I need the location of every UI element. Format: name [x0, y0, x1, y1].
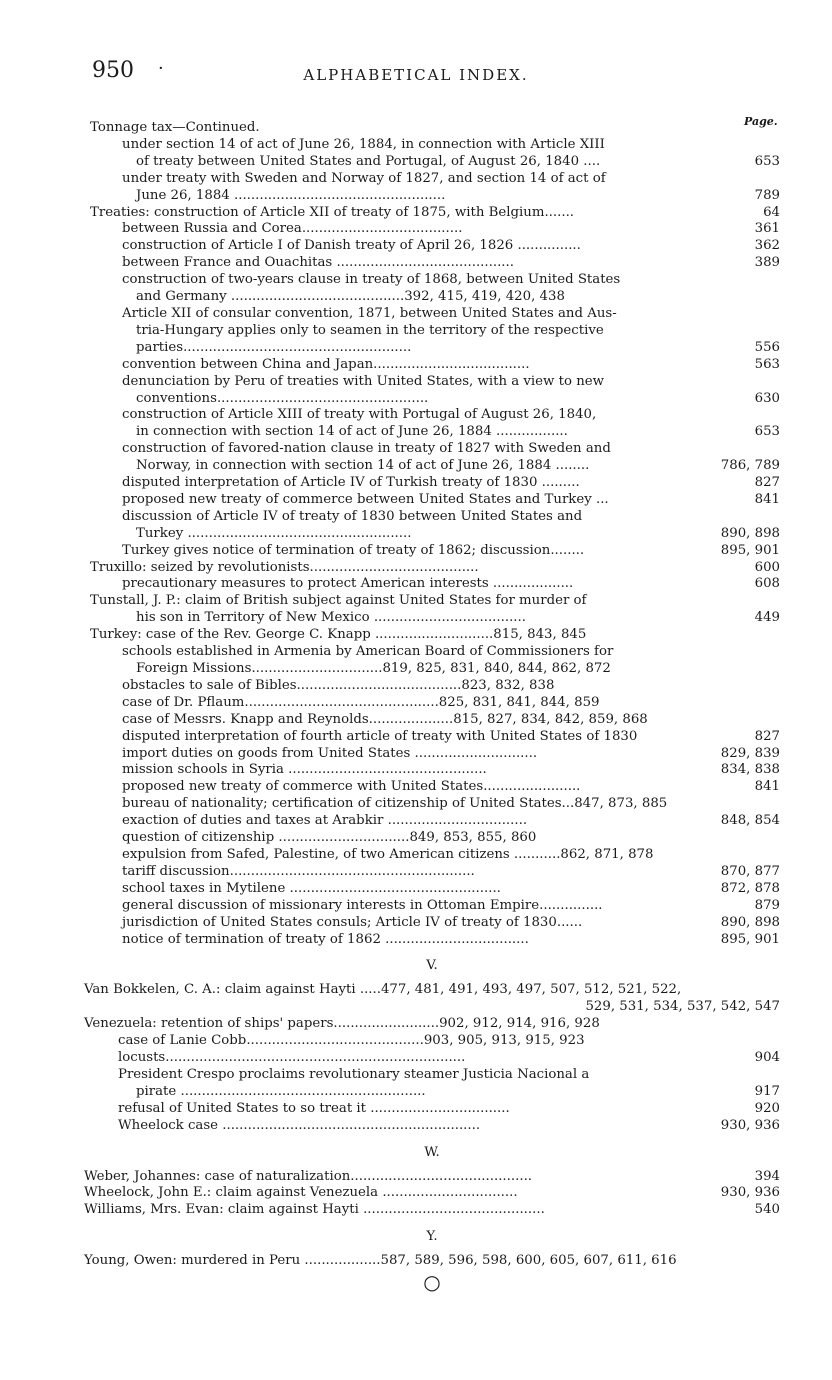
entry-text: under treaty with Sweden and Norway of 1827, and section 14 of act of [122, 170, 606, 186]
entry-text: convention between China and Japan..................................... [122, 356, 530, 372]
entry-page-ref: 563 [754, 356, 780, 372]
entry-page-ref: 895, 901 [720, 542, 780, 558]
entry-text: disputed interpretation of Article IV of Turkish treaty of 1830 ......... [122, 475, 580, 491]
index-entry [84, 576, 780, 593]
entry-text: Treaties: construction of Article XII of treaty of 1875, with Belgium....... [90, 204, 575, 220]
index-entry [84, 205, 780, 222]
entry-page-ref: 920 [754, 1100, 780, 1116]
entry-page-ref: 848, 854 [720, 813, 780, 829]
index-entry [84, 999, 780, 1016]
entry-text: precautionary measures to protect American interests ................... [122, 576, 574, 592]
entry-text: disputed interpretation of fourth article of treaty with United States of 1830 [122, 728, 638, 744]
entry-text: between Russia and Corea...................................... [122, 221, 463, 237]
page-column-heading: Page. [744, 115, 778, 128]
index-entry [84, 1084, 780, 1101]
index-entry [84, 238, 780, 255]
page-number: 950 [92, 58, 134, 83]
index-entry [84, 830, 780, 847]
entry-text: conventions.................................................. [136, 390, 429, 406]
entry-page-ref: 895, 901 [720, 931, 780, 947]
index-entry [84, 1253, 780, 1270]
entry-text: Weber, Johannes: case of naturalization........................................... [84, 1168, 533, 1184]
entry-text: Young, Owen: murdered in Peru ..................587, 589, 596, 598, 600, 605, 607, 611, 616 [84, 1253, 677, 1269]
entry-text: import duties on goods from United States ............................. [122, 745, 538, 761]
index-entry [84, 1033, 780, 1050]
entry-page-ref: 872, 878 [720, 880, 780, 896]
index-entry [84, 746, 780, 763]
entry-page-ref: 917 [754, 1083, 780, 1099]
end-ornament: ○ [423, 1270, 441, 1295]
index-entry [84, 1050, 780, 1067]
index-entry [84, 1185, 780, 1202]
entry-page-ref: 362 [754, 238, 780, 254]
entry-page-ref: 829, 839 [720, 745, 780, 761]
entry-text: Article XII of consular convention, 1871, between United States and Aus- [122, 305, 617, 321]
index-entry [84, 915, 780, 932]
entry-text: Turkey: case of the Rev. George C. Knapp ............................815, 843, 845 [90, 627, 587, 643]
entry-text: exaction of duties and taxes at Arabkir ................................. [122, 813, 528, 829]
entry-page-ref: 394 [754, 1168, 780, 1184]
index-entry [84, 1101, 780, 1118]
entry-text: construction of favored-nation clause in treaty of 1827 with Sweden and [122, 441, 611, 457]
index-entry [84, 509, 780, 526]
index-entry [84, 982, 780, 999]
index-entry [84, 120, 780, 137]
entry-text: discussion of Article IV of treaty of 1830 between United States and [122, 508, 583, 524]
entry-text: Van Bokkelen, C. A.: claim against Hayti .....477, 481, 491, 493, 497, 507, 512, 521, 522, [84, 982, 682, 998]
section-letter: V. [426, 958, 438, 974]
entry-text: tariff discussion.......................................................... [122, 863, 475, 879]
index-entry [84, 762, 780, 779]
index-entry [84, 188, 780, 205]
entry-page-ref: 879 [754, 897, 780, 913]
index-entry [84, 1169, 780, 1186]
entry-text: proposed new treaty of commerce with United States....................... [122, 779, 581, 795]
entry-text: President Crespo proclaims revolutionary steamer Justicia Nacional a [118, 1066, 590, 1082]
entry-text: pirate .......................................................... [136, 1083, 426, 1099]
entry-page-ref: 890, 898 [720, 525, 780, 541]
index-entry [84, 458, 780, 475]
entry-text: bureau of nationality; certification of citizenship of United States...847, 873, 885 [122, 796, 668, 812]
entry-text: schools established in Armenia by American Board of Commissioners for [122, 644, 614, 660]
index-entry [84, 1118, 780, 1135]
index-entry [84, 898, 780, 915]
index-entry [84, 678, 780, 695]
entry-page-ref: 841 [754, 491, 780, 507]
entry-page-ref: 786, 789 [720, 458, 780, 474]
index-entry [84, 729, 780, 746]
entry-page-ref: 834, 838 [720, 762, 780, 778]
entry-page-ref: 389 [754, 255, 780, 271]
index-entry [84, 779, 780, 796]
entry-page-ref: 64 [763, 204, 780, 220]
entry-page-ref: 890, 898 [720, 914, 780, 930]
index-entry [84, 543, 780, 560]
index-entry [84, 1067, 780, 1084]
entry-page-ref: 630 [754, 390, 780, 406]
entry-text: in connection with section 14 of act of June 26, 1884 ................. [136, 424, 568, 440]
entry-page-ref: 600 [754, 559, 780, 575]
entry-text: Turkey ..................................................... [136, 525, 412, 541]
entry-page-ref: 930, 936 [720, 1185, 780, 1201]
index-entry [84, 796, 780, 813]
entry-page-ref: 608 [754, 576, 780, 592]
index-entry [84, 593, 780, 610]
index-entry [84, 340, 780, 357]
entry-page-ref: 653 [754, 153, 780, 169]
entry-text: Wheelock case ............................................................. [118, 1117, 481, 1133]
index-entry [84, 424, 780, 441]
index-entry [84, 441, 780, 458]
entry-page-ref: 870, 877 [720, 863, 780, 879]
entry-page-ref: 653 [754, 424, 780, 440]
entry-text: general discussion of missionary interests in Ottoman Empire............... [122, 897, 603, 913]
entry-text: expulsion from Safed, Palestine, of two American citizens ...........862, 871, 878 [122, 846, 654, 862]
index-entry [84, 881, 780, 898]
entry-text: refusal of United States to so treat it ................................. [118, 1100, 510, 1116]
index-entry [84, 627, 780, 644]
entry-text: construction of Article XIII of treaty with Portugal of August 26, 1840, [122, 407, 597, 423]
entry-text: 529, 531, 534, 537, 542, 547 [585, 999, 780, 1015]
index-entry [84, 847, 780, 864]
entry-page-ref: 556 [754, 339, 780, 355]
index-entry [84, 695, 780, 712]
entry-text: and Germany .........................................392, 415, 419, 420, 438 [136, 289, 565, 305]
entry-page-ref: 361 [754, 221, 780, 237]
entry-text: Turkey gives notice of termination of treaty of 1862; discussion........ [122, 542, 585, 558]
entry-page-ref: 841 [754, 779, 780, 795]
entry-text: June 26, 1884 .................................................. [136, 187, 446, 203]
entry-text: Truxillo: seized by revolutionists........................................ [90, 559, 479, 575]
index-entry [84, 712, 780, 729]
entry-page-ref: 827 [754, 728, 780, 744]
entry-text: Tunstall, J. P.: claim of British subject against United States for murder of [90, 593, 587, 609]
index-entry [84, 374, 780, 391]
index-entry [84, 255, 780, 272]
entry-text: between France and Ouachitas .......................................... [122, 255, 514, 271]
entry-text: Wheelock, John E.: claim against Venezuela ................................ [84, 1185, 518, 1201]
index-entry [84, 171, 780, 188]
section-letter: W. [424, 1144, 440, 1160]
index-entry [84, 391, 780, 408]
index-entry [84, 221, 780, 238]
entry-text: parties...................................................... [136, 339, 412, 355]
entry-text: Norway, in connection with section 14 of act of June 26, 1884 ........ [136, 458, 590, 474]
entry-text: his son in Territory of New Mexico .................................... [136, 610, 526, 626]
index-entry [84, 357, 780, 374]
printer-dot: · [158, 58, 164, 79]
entry-text: jurisdiction of United States consuls; Article IV of treaty of 1830...... [122, 914, 583, 930]
index-entry [84, 813, 780, 830]
index-entry [84, 661, 780, 678]
index-entry [84, 560, 780, 577]
index-entry [84, 475, 780, 492]
entry-text: mission schools in Syria ............................................... [122, 762, 487, 778]
entry-text: obstacles to sale of Bibles.......................................823, 832, 838 [122, 677, 555, 693]
entry-text: Tonnage tax—Continued. [90, 120, 260, 135]
entry-text: construction of Article I of Danish treaty of April 26, 1826 ............... [122, 238, 581, 254]
index-entry [84, 932, 780, 949]
index-entry [84, 644, 780, 661]
index-entry [84, 526, 780, 543]
entry-text: case of Messrs. Knapp and Reynolds....................815, 827, 834, 842, 859, 868 [122, 711, 648, 727]
entry-page-ref: 930, 936 [720, 1117, 780, 1133]
index-entry [84, 1016, 780, 1033]
index-entry [84, 864, 780, 881]
entry-text: case of Lanie Cobb..........................................903, 905, 913, 915, 923 [118, 1033, 585, 1049]
entry-text: Venezuela: retention of ships' papers.........................902, 912, 914, 916, 928 [84, 1016, 600, 1032]
entry-text: question of citizenship ...............................849, 853, 855, 860 [122, 830, 537, 846]
entry-text: locusts....................................................................... [118, 1050, 466, 1066]
entry-page-ref: 540 [754, 1202, 780, 1218]
entry-text: Foreign Missions...............................819, 825, 831, 840, 844, 862, 872 [136, 661, 611, 676]
entry-page-ref: 827 [754, 475, 780, 491]
entry-text: school taxes in Mytilene .................................................. [122, 880, 501, 896]
entry-text: proposed new treaty of commerce between United States and Turkey ... [122, 491, 609, 507]
index-entry [84, 407, 780, 424]
index-entry [84, 306, 780, 323]
index-entry [84, 492, 780, 509]
entry-text: under section 14 of act of June 26, 1884, in connection with Article XIII [122, 136, 605, 152]
running-head: ALPHABETICAL INDEX. [303, 66, 529, 84]
entry-text: notice of termination of treaty of 1862 .................................. [122, 931, 529, 947]
entry-page-ref: 789 [754, 187, 780, 203]
section-letter: Y. [426, 1229, 438, 1245]
index-entry [84, 289, 780, 306]
entry-text: Williams, Mrs. Evan: claim against Hayti ........................................... [84, 1202, 545, 1218]
index-entry [84, 154, 780, 171]
entry-text: case of Dr. Pflaum..............................................825, 831, 841, 844, 859 [122, 694, 600, 710]
index-body [84, 120, 780, 1295]
index-entry [84, 272, 780, 289]
entry-text: construction of two-years clause in treaty of 1868, between United States [122, 272, 621, 288]
entry-page-ref: 904 [754, 1050, 780, 1066]
entry-text: denunciation by Peru of treaties with United States, with a view to new [122, 373, 605, 389]
entry-text: of treaty between United States and Portugal, of August 26, 1840 .... [136, 153, 601, 169]
index-entry [84, 323, 780, 340]
index-entry [84, 137, 780, 154]
entry-page-ref: 449 [754, 610, 780, 626]
entry-text: tria-Hungary applies only to seamen in the territory of the respective [136, 322, 604, 338]
index-entry [84, 1202, 780, 1219]
index-entry [84, 610, 780, 627]
